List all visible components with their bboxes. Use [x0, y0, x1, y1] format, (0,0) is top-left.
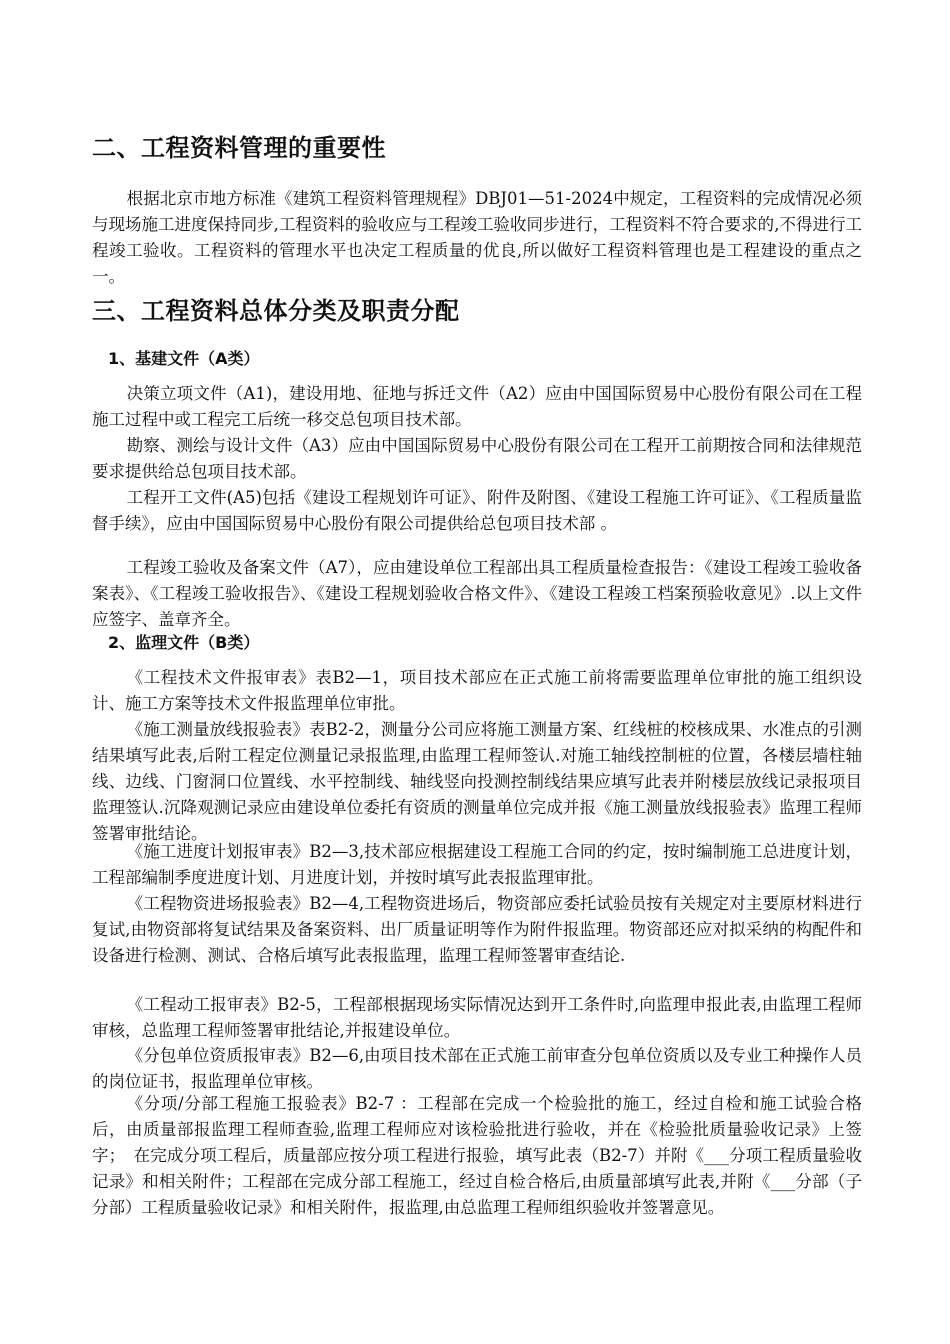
paragraph-a1-a2: 决策立项文件（A1)，建设用地、征地与拆迁文件（A2）应由中国国际贸易中心股份有限公司在工程施工过程中或工程完工后统一移交总包项目技术部。: [92, 384, 862, 429]
paragraph-b2-2: 《施工测量放线报验表》表B2-2，测量分公司应将施工测量方案、红线桩的校核成果、水准点的引测结果填写此表,后附工程定位测量记录报监理,由监理工程师签认.对施工轴线控制桩的位置，各楼层墙柱轴线、边线、门窗洞口位置线、水平控制线、轴线竖向投测控制线结果应填写此表并附楼层放线记录报项目监理签认.沉降观测记录应由建设单位委托有资质的测量单位完成并报《施工测量放线报验表》监理工程师签署审批结论。: [92, 720, 862, 843]
section-heading-classification: 三、工程资料总体分类及职责分配: [92, 297, 460, 325]
paragraph-b2-1: 《工程技术文件报审表》表B2—1，项目技术部应在正式施工前将需要监理单位审批的施工组织设计、施工方案等技术文件报监理单位审批。: [92, 668, 862, 713]
paragraph-importance: 根据北京市地方标准《建筑工程资料管理规程》DBJ01—51-2024中规定，工程资料的完成情况必须与现场施工进度保持同步,工程资料的验收应与工程竣工验收同步进行，工程资料不符合要求的,不得进行工程竣工验收。工程资料的管理水平也决定工程质量的优良,所以做好工程资料管理也是工程建设的重点之一。: [92, 189, 862, 286]
paragraph-a7: 工程竣工验收及备案文件（A7），应由建设单位工程部出具工程质量检查报告：《建设工程竣工验收备案表》、《工程竣工验收报告》、《建设工程规划验收合格文件》、《建设工程竣工档案预验收意见》.以上文件应签字、盖章齐全。: [92, 558, 862, 629]
paragraph-a3: 勘察、测绘与设计文件（A3）应由中国国际贸易中心股份有限公司在工程开工前期按合同和法律规范要求提供给总包项目技术部。: [92, 436, 862, 481]
paragraph-b2-3: 《施工进度计划报审表》B2—3,技术部应根据建设工程施工合同的约定，按时编制施工总进度计划，工程部编制季度进度计划、月进度计划，并按时填写此表报监理审批。: [92, 842, 862, 887]
section-heading-importance: 二、工程资料管理的重要性: [92, 134, 386, 162]
paragraph-b2-5: 《工程动工报审表》B2-5，工程部根据现场实际情况达到开工条件时,向监理申报此表,由监理工程师审核，总监理工程师签署审批结论,并报建设单位。: [92, 995, 862, 1040]
paragraph-b2-7: 《分项/分部工程施工报验表》B2-7 ：工程部在完成一个检验批的施工，经过自检和施工试验合格后，由质量部报监理工程师查验,监理工程师应对该检验批进行验收，并在《检验批质量验收记录》上签字； 在完成分项工程后，质量部应按分项工程进行报验，填写此表（B2-7）并附《___分项工程质量验收记录》和相关附件；工程部在完成分部工程施工，经过自检合格后,由质量部填写此表,并附《___分部（子分部）工程质量验收记录》和相关附件，报监理,由总监理工程师组织验收并签署意见。: [92, 1094, 862, 1217]
paragraph-b2-4: 《工程物资进场报验表》B2—4,工程物资进场后，物资部应委托试验员按有关规定对主要原材料进行复试,由物资部将复试结果及备案资料、出厂质量证明等作为附件报监理。物资部还应对拟采纳的构配件和设备进行检测、测试、合格后填写此表报监理，监理工程师签署审查结论.: [92, 894, 862, 965]
paragraph-a5: 工程开工文件(A5)包括《建设工程规划许可证》、附件及附图、《建设工程施工许可证》、《工程质量监督手续》，应由中国国际贸易中心股份有限公司提供给总包项目技术部 。: [92, 488, 862, 533]
paragraph-b2-6: 《分包单位资质报审表》B2—6,由项目技术部在正式施工前审查分包单位资质以及专业工种操作人员的岗位证书，报监理单位审核。: [92, 1046, 862, 1091]
subsection-heading-a-class: 1、基建文件（A类）: [108, 349, 260, 368]
subsection-heading-b-class: 2、监理文件（B类）: [108, 633, 260, 652]
